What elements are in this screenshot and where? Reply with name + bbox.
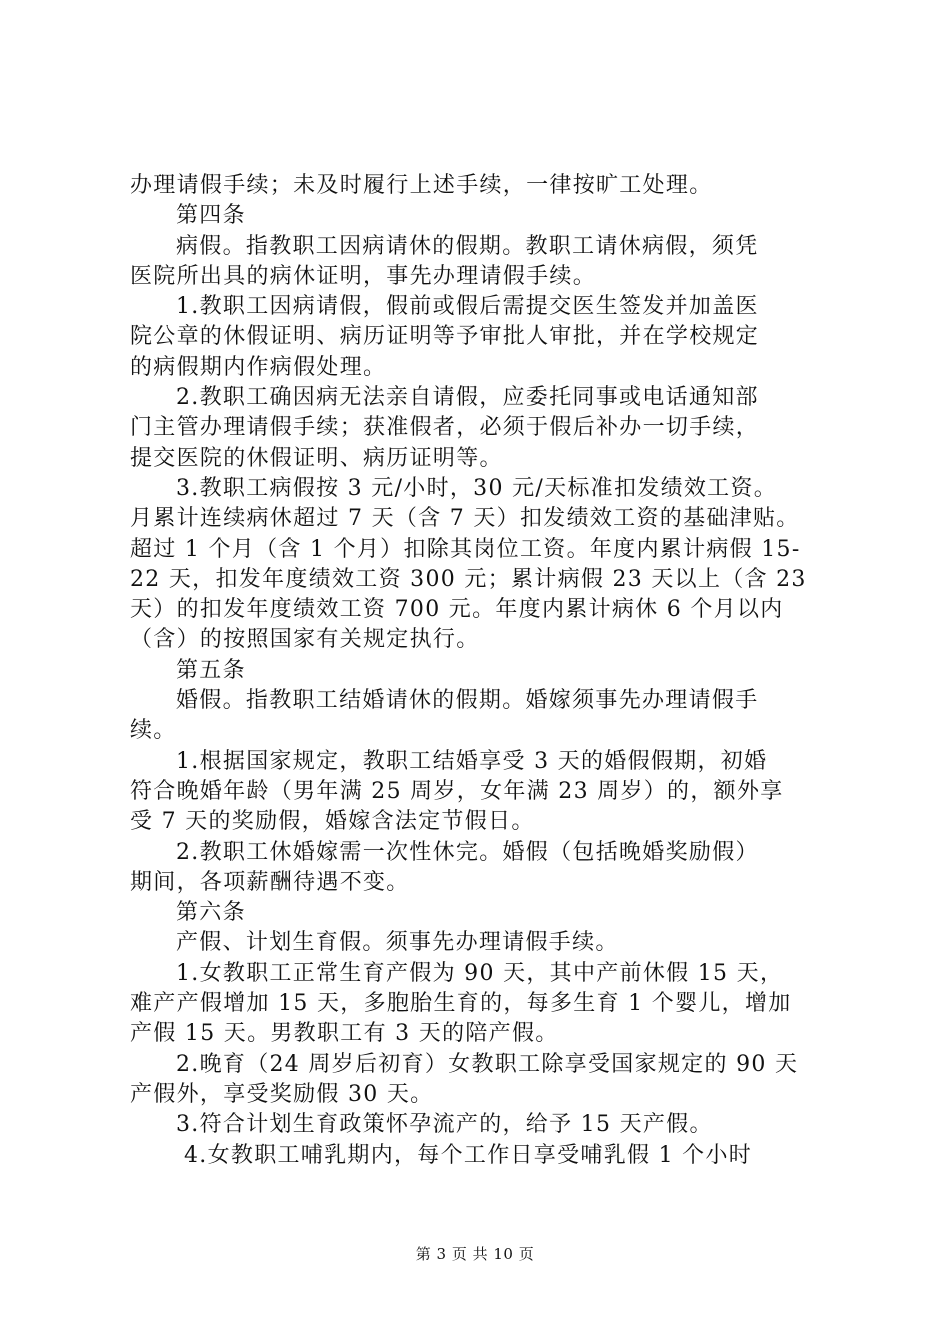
text-line: （含）的按照国家有关规定执行。 xyxy=(130,627,480,653)
text-line: 提交医院的休假证明、病历证明等。 xyxy=(130,445,503,471)
list-item: 4.女教职工哺乳期内，每个工作日享受哺乳假 1 个小时 xyxy=(184,1142,753,1168)
text-line: 院公章的休假证明、病历证明等予审批人审批，并在学校规定 xyxy=(130,324,760,350)
text-line: 天）的扣发年度绩效工资 700 元。年度内累计病休 6 个月以内 xyxy=(130,597,784,623)
page-number: 第 3 页 共 10 页 xyxy=(415,1245,535,1263)
list-item: 3.符合计划生育政策怀孕流产的，给予 15 天产假。 xyxy=(176,1112,713,1138)
list-item: 1.教职工因病请假，假前或假后需提交医生签发并加盖医 xyxy=(176,294,759,320)
section-heading: 第四条 xyxy=(176,203,246,229)
page-footer xyxy=(0,1244,950,1264)
list-item: 2.教职工确因病无法亲自请假，应委托同事或电话通知部 xyxy=(176,385,759,411)
text-line: 门主管办理请假手续；获准假者，必须于假后补办一切手续， xyxy=(130,415,760,441)
list-item: 2.晚育（24 周岁后初育）女教职工除享受国家规定的 90 天 xyxy=(176,1051,799,1077)
text-line: 符合晚婚年龄（男年满 25 周岁，女年满 23 周岁）的，额外享 xyxy=(130,778,784,804)
text-line: 超过 1 个月（含 1 个月）扣除其岗位工资。年度内累计病假 15- xyxy=(130,536,801,562)
list-item: 3.教职工病假按 3 元/小时，30 元/天标准扣发绩效工资。 xyxy=(176,475,778,501)
text-line: 产假外，享受奖励假 30 天。 xyxy=(130,1081,434,1107)
text-line: 期间，各项薪酬待遇不变。 xyxy=(130,869,410,895)
section-heading: 第六条 xyxy=(176,900,246,926)
text-line: 续。 xyxy=(130,718,177,744)
list-item: 2.教职工休婚嫁需一次性休完。婚假（包括晚婚奖励假） xyxy=(176,839,759,865)
text-line: 医院所出具的病休证明，事先办理请假手续。 xyxy=(130,263,597,289)
text-line: 受 7 天的奖励假，婚嫁含法定节假日。 xyxy=(130,809,535,835)
text-line: 月累计连续病休超过 7 天（含 7 天）扣发绩效工资的基础津贴。 xyxy=(130,506,800,532)
document-body xyxy=(130,171,830,1171)
text-line: 办理请假手续；未及时履行上述手续，一律按旷工处理。 xyxy=(130,173,713,198)
text-line: 22 天，扣发年度绩效工资 300 元；累计病假 23 天以上（含 23 xyxy=(130,566,807,592)
text-line: 婚假。指教职工结婚请休的假期。婚嫁须事先办理请假手 xyxy=(176,688,759,714)
text-line: 难产产假增加 15 天，多胞胎生育的，每多生育 1 个婴儿，增加 xyxy=(130,991,792,1017)
text-line: 的病假期内作病假处理。 xyxy=(130,354,387,380)
section-heading: 第五条 xyxy=(176,657,246,683)
text-line: 病假。指教职工因病请休的假期。教职工请休病假，须凭 xyxy=(176,233,759,259)
list-item: 1.女教职工正常生育产假为 90 天，其中产前休假 15 天， xyxy=(176,960,784,986)
text-line: 产假、计划生育假。须事先办理请假手续。 xyxy=(176,930,619,956)
text-line: 产假 15 天。男教职工有 3 天的陪产假。 xyxy=(130,1021,559,1047)
list-item: 1.根据国家规定，教职工结婚享受 3 天的婚假假期，初婚 xyxy=(176,748,768,774)
